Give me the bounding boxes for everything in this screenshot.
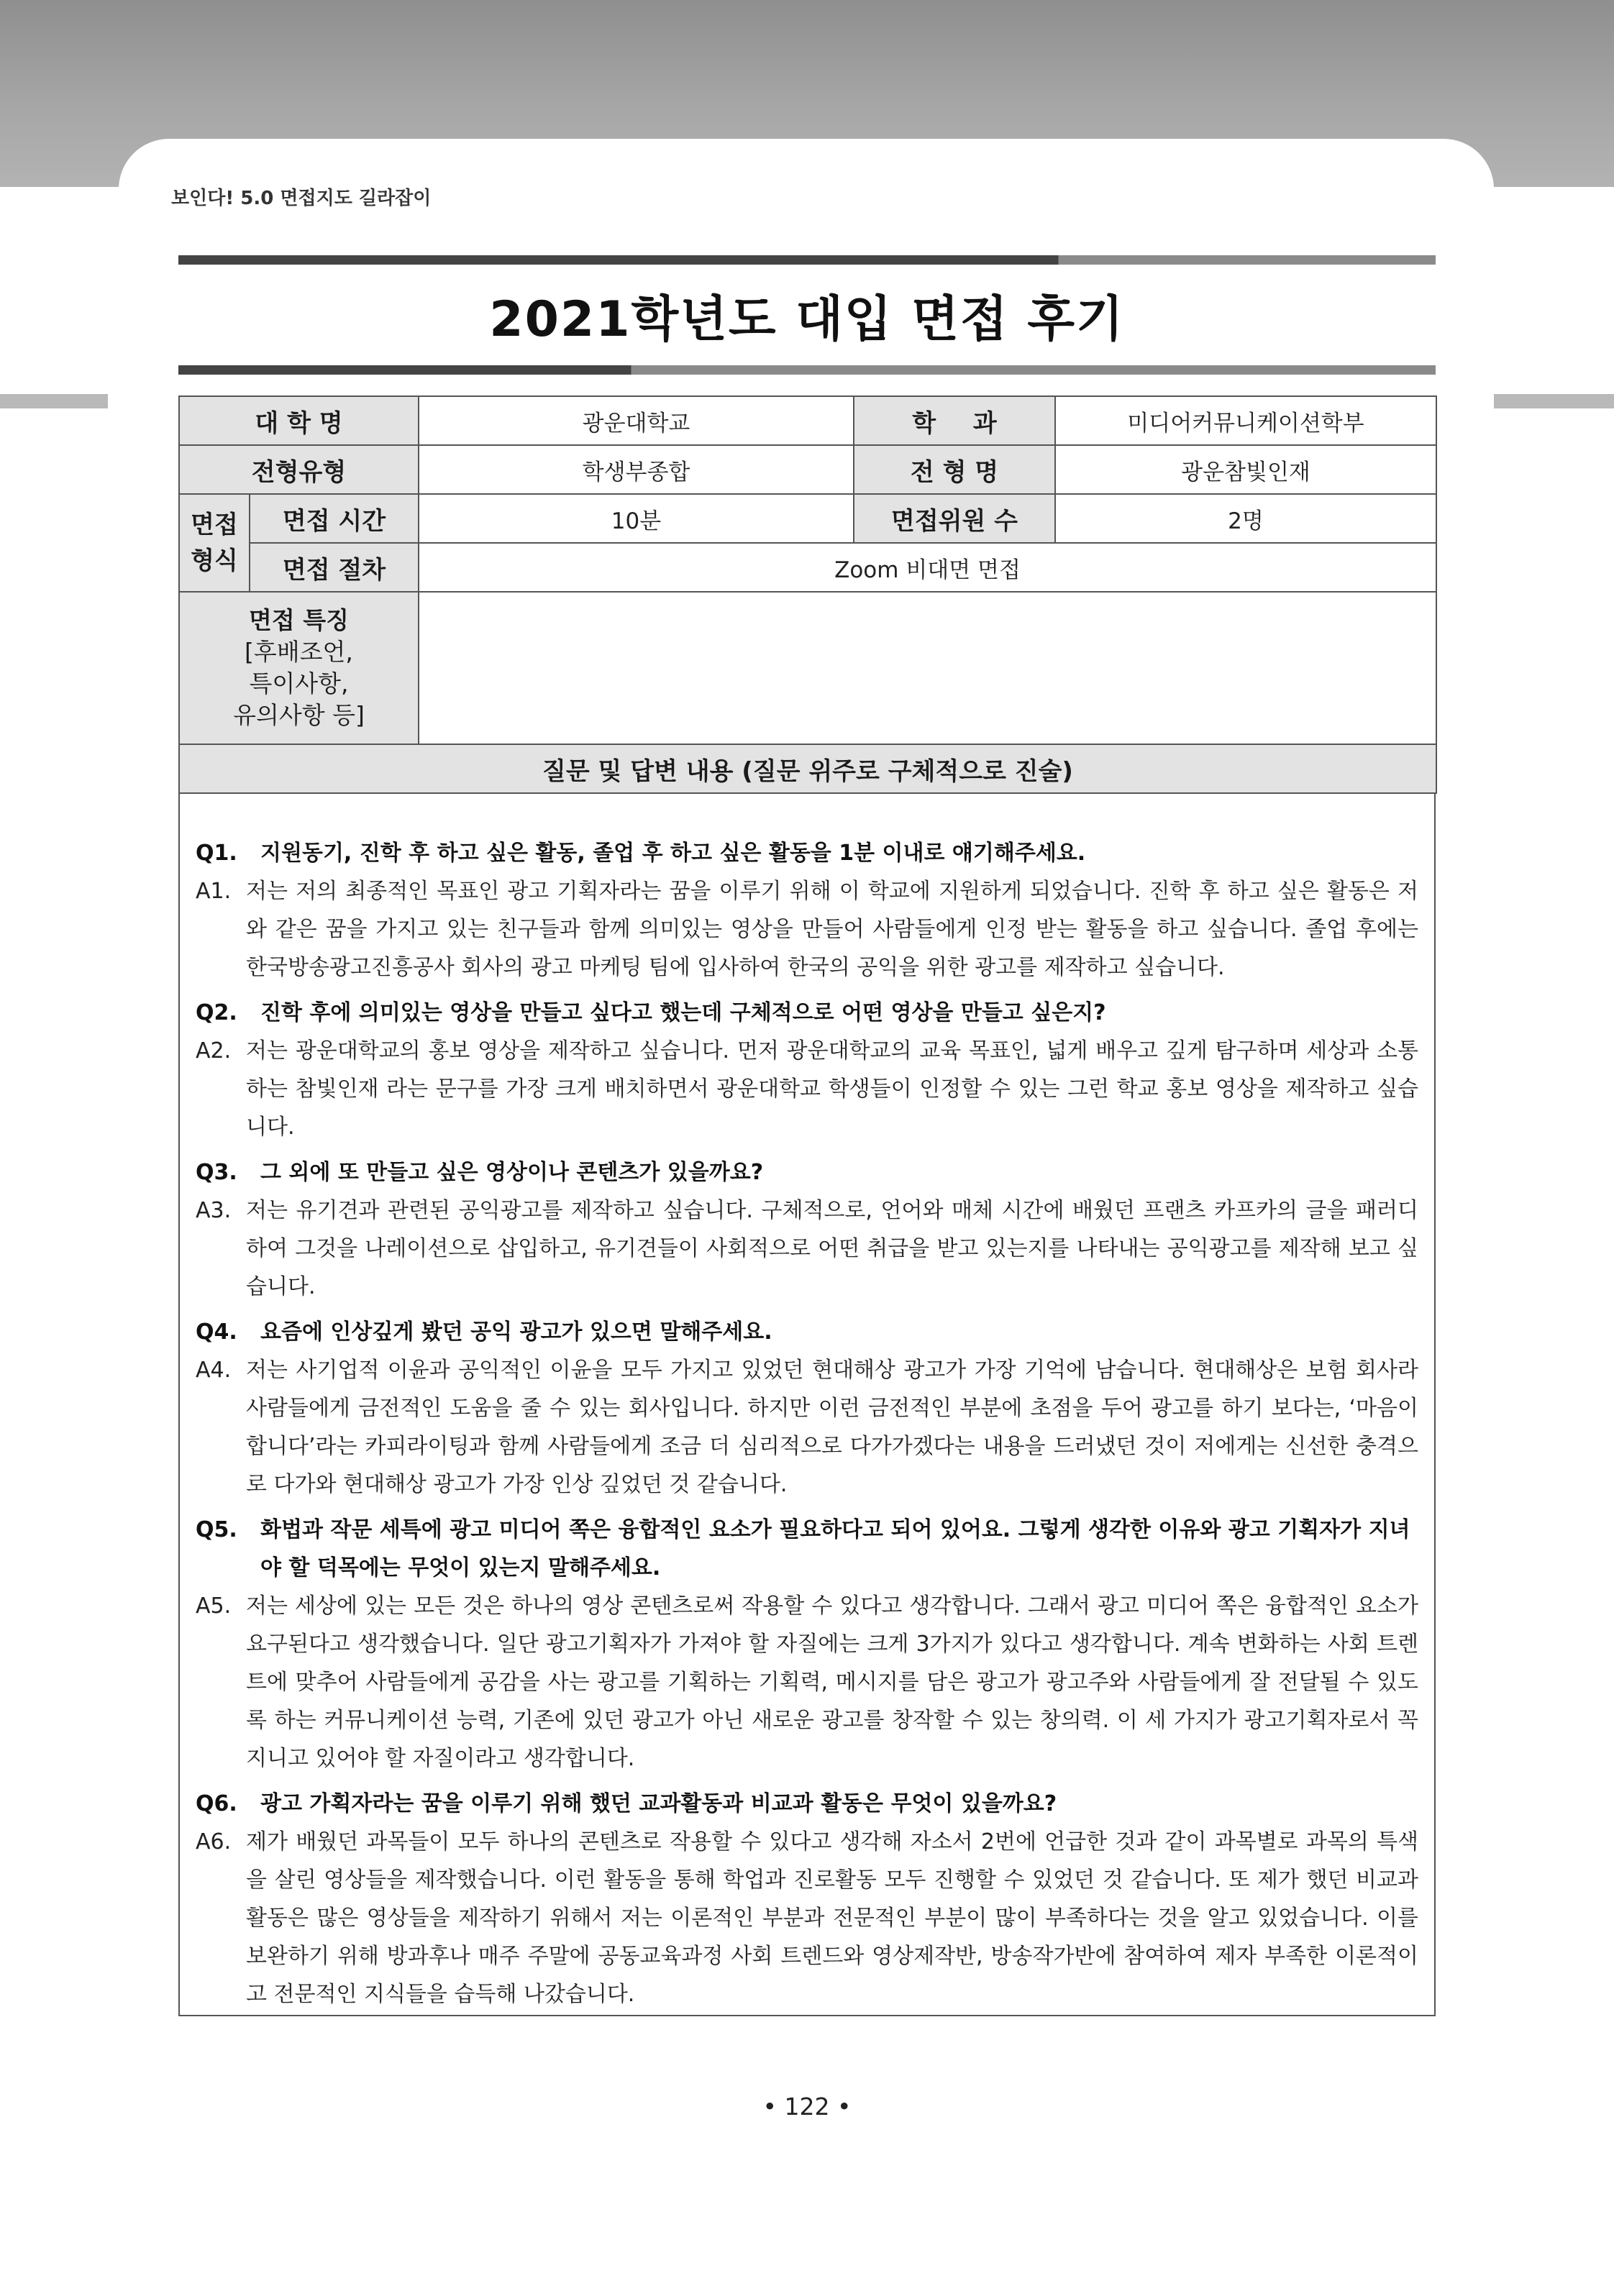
answer-text: 저는 유기견과 관련된 공익광고를 제작하고 싶습니다. 구체적으로, 언어와 매체 시간에 배웠던 프랜츠 카프카의 글을 패러디하여 그것을 나레이션으로 삽입하고, 유기견들이 사회적으로 어떤 취급을 받고 있는지를 나타내는 공익광고를 제작해 보고 싶습니다. (246, 1198, 1418, 1299)
right-edge-tab (1492, 394, 1614, 408)
interview-info-table (178, 395, 1437, 794)
question-4 (196, 1313, 1418, 1351)
question-number: Q2. (196, 1000, 237, 1025)
duration-label: 면접 시간 (250, 494, 419, 543)
format-label (179, 494, 250, 592)
question-1 (196, 834, 1418, 872)
qa-box (178, 792, 1436, 2016)
title-rule-top (178, 255, 1436, 265)
question-text: 요즘에 인상깊게 봤던 공익 광고가 있으면 말해주세요. (260, 1319, 772, 1345)
admission-type-label: 전형유형 (179, 445, 419, 494)
answer-2 (196, 1032, 1418, 1146)
answer-3 (196, 1192, 1418, 1306)
answer-text: 제가 배웠던 과목들이 모두 하나의 콘텐츠로 작용할 수 있다고 생각해 자소서 2번에 언급한 것과 같이 과목별로 과목의 특색을 살린 영상들을 제작했습니다. 이런 활동을 통해 학업과 진로활동 모두 진행할 수 있었던 것 같습니다. 또 제가 했던 비교과 활동은 많은 영상들을 제작하기 위해서 저는 이론적인 부분과 전문적인 부분이 많이 부족하다는 것을 알고 있었습니다. 이를 보완하기 위해 방과후나 매주 주말에 공동교육과정 사회 트렌드와 영상제작반, 방송작가반에 참여하여 제자 부족한 이론적이고 전문적인 지식들을 습득해 나갔습니다. (246, 1829, 1418, 2007)
question-text: 진학 후에 의미있는 영상을 만들고 싶다고 했는데 구체적으로 어떤 영상을 만들고 싶은지? (260, 1000, 1106, 1025)
qa-item-6 (196, 1785, 1418, 2013)
question-2 (196, 994, 1418, 1032)
question-number: Q3. (196, 1160, 237, 1185)
question-6 (196, 1785, 1418, 1823)
question-number: Q4. (196, 1319, 237, 1345)
title-rule-bottom (178, 365, 1436, 375)
admission-name-label: 전 형 명 (854, 445, 1055, 494)
question-text: 화법과 작문 세특에 광고 미디어 쪽은 융합적인 요소가 필요하다고 되어 있어요. 그렇게 생각한 이유와 광고 기획자가 지녀야 할 덕목에는 무엇이 있는지 말해주세요. (260, 1517, 1410, 1581)
qa-header: 질문 및 답변 내용 (질문 위주로 구체적으로 진술) (179, 744, 1436, 793)
question-3 (196, 1153, 1418, 1192)
qa-item-2 (196, 994, 1418, 1146)
format-label-text: 면접 형식 (191, 511, 238, 575)
university-value: 광운대학교 (419, 396, 854, 445)
answer-text: 저는 사기업적 이윤과 공익적인 이윤을 모두 가지고 있었던 현대해상 광고가 가장 기억에 남습니다. 현대해상은 보험 회사라 사람들에게 금전적인 도움을 줄 수 있는 회사입니다. 하지만 이런 금전적인 부분에 초점을 두어 광고를 하기 보다는, ‘마음이 합니다’라는 카피라이팅과 함께 사람들에게 조금 더 심리적으로 다가가겠다는 내용을 드러냈던 것이 저에게는 신선한 충격으로 다가와 현대해상 광고가 가장 인상 깊었던 것 같습니다. (246, 1358, 1418, 1497)
question-text: 광고 가획자라는 꿈을 이루기 위해 했던 교과활동과 비교과 활동은 무엇이 있을까요? (260, 1791, 1057, 1816)
answer-number: A5. (196, 1593, 232, 1619)
question-5 (196, 1511, 1418, 1587)
running-head: 보인다! 5.0 면접지도 길라잡이 (171, 188, 432, 209)
procedure-value: Zoom 비대면 면접 (419, 543, 1436, 592)
admission-type-value: 학생부종합 (419, 445, 854, 494)
answer-number: A3. (196, 1198, 232, 1223)
answer-number: A2. (196, 1038, 232, 1064)
qa-item-4 (196, 1313, 1418, 1504)
answer-number: A1. (196, 879, 232, 904)
question-text: 지원동기, 진학 후 하고 싶은 활동, 졸업 후 하고 싶은 활동을 1분 이내로 얘기해주세요. (260, 841, 1086, 866)
page-title: 2021학년도 대입 면접 후기 (489, 291, 1125, 348)
qa-list (196, 834, 1418, 2021)
answer-4 (196, 1351, 1418, 1504)
left-edge-tab (0, 394, 108, 408)
interviewers-label: 면접위원 수 (854, 494, 1055, 543)
answer-number: A4. (196, 1358, 232, 1383)
features-label-line2: [후배조언, (245, 638, 353, 666)
question-number: Q1. (196, 841, 237, 866)
features-label (179, 592, 419, 744)
qa-item-5 (196, 1511, 1418, 1778)
qa-item-3 (196, 1153, 1418, 1306)
university-label: 대 학 명 (179, 396, 419, 445)
department-value: 미디어커뮤니케이션학부 (1055, 396, 1436, 445)
question-number: Q5. (196, 1517, 237, 1542)
answer-text: 저는 세상에 있는 모든 것은 하나의 영상 콘텐츠로써 작용할 수 있다고 생각합니다. 그래서 광고 미디어 쪽은 융합적인 요소가 요구된다고 생각했습니다. 일단 광고기획자가 가져야 할 자질에는 크게 3가지가 있다고 생각합니다. 계속 변화하는 사회 트렌트에 맞추어 사람들에게 공감을 사는 광고를 기획하는 기획력, 메시지를 담은 광고가 광고주와 사람들에게 잘 전달될 수 있도록 하는 커뮤니케이션 능력, 기존에 있던 광고가 아닌 새로운 광고를 창작할 수 있는 창의력. 이 세 가지가 광고기획자로서 꼭 지니고 있어야 할 자질이라고 생각합니다. (246, 1593, 1418, 1771)
answer-1 (196, 872, 1418, 987)
features-label-line4: 유의사항 등] (233, 701, 365, 729)
answer-text: 저는 광운대학교의 홍보 영상을 제작하고 싶습니다. 먼저 광운대학교의 교육 목표인, 넓게 배우고 깊게 탐구하며 세상과 소통하는 참빛인재 라는 문구를 가장 크게 배치하면서 광운대학교 학생들이 인정할 수 있는 그런 학교 홍보 영상을 제작하고 싶습니다. (246, 1038, 1418, 1140)
question-number: Q6. (196, 1791, 237, 1816)
department-label: 학 과 (854, 396, 1055, 445)
interviewers-value: 2명 (1055, 494, 1436, 543)
answer-text: 저는 저의 최종적인 목표인 광고 기획자라는 꿈을 이루기 위해 이 학교에 지원하게 되었습니다. 진학 후 하고 싶은 활동은 저와 같은 꿈을 가지고 있는 친구들과 함께 의미있는 영상을 만들어 사람들에게 인정 받는 활동을 하고 싶습니다. 졸업 후에는 한국방송광고진흥공사 회사의 광고 마케팅 팀에 입사하여 한국의 공익을 위한 광고를 제작하고 싶습니다. (246, 879, 1418, 980)
features-label-title: 면접 특징 (248, 606, 349, 634)
admission-name-value: 광운참빛인재 (1055, 445, 1436, 494)
procedure-label: 면접 절차 (250, 543, 419, 592)
answer-6 (196, 1823, 1418, 2013)
features-label-line3: 특이사항, (249, 669, 349, 698)
duration-value: 10분 (419, 494, 854, 543)
answer-5 (196, 1587, 1418, 1778)
features-value (419, 592, 1436, 744)
qa-item-1 (196, 834, 1418, 987)
page-number: • 122 • (762, 2093, 852, 2121)
question-text: 그 외에 또 만들고 싶은 영상이나 콘텐츠가 있을까요? (260, 1160, 764, 1185)
answer-number: A6. (196, 1829, 232, 1854)
